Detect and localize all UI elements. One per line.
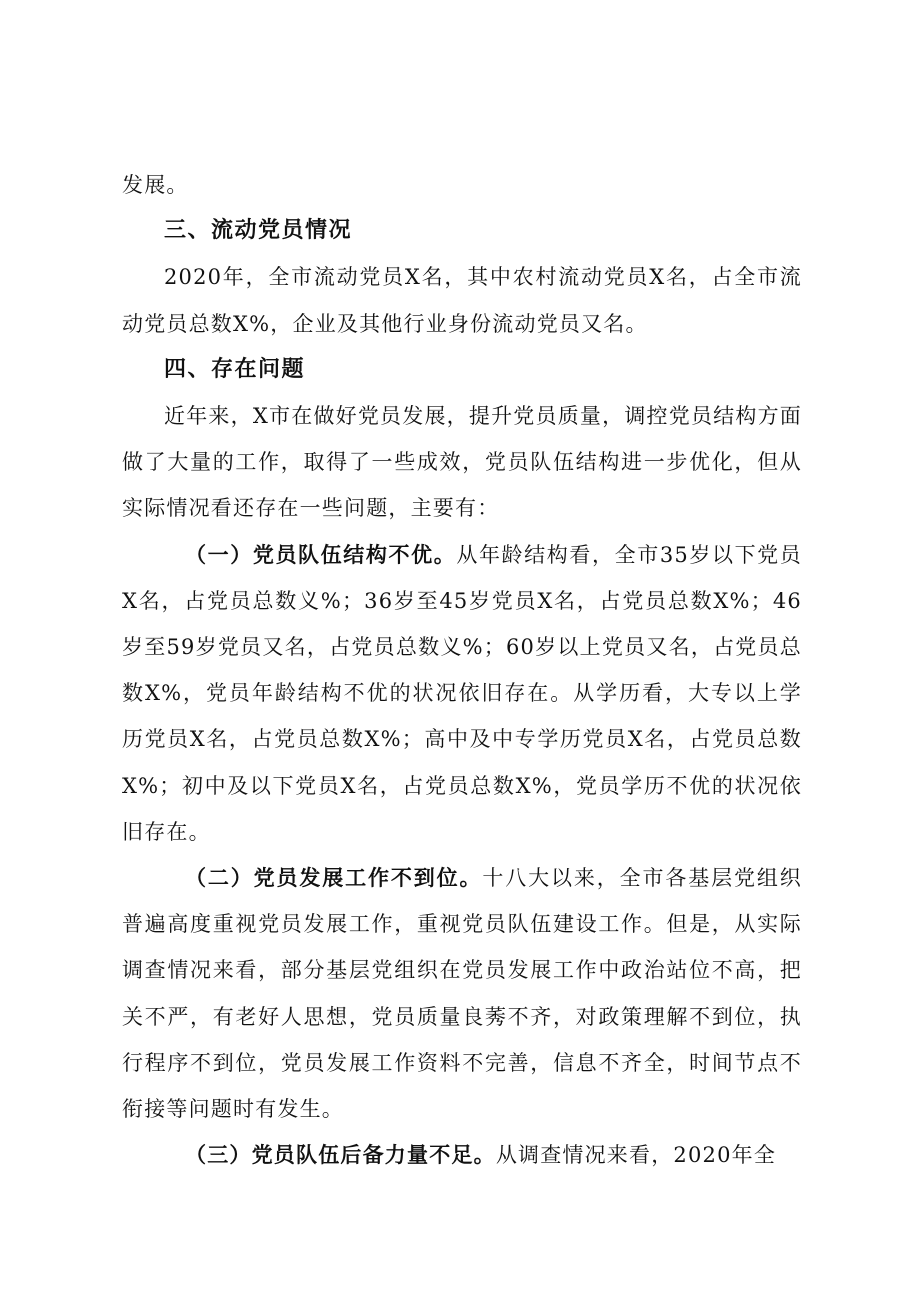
problem-item-text: 从年龄结构看，全市35岁以下党员X名，占党员总数义%；36岁至45岁党员X名，占党员总数X%；46岁至59岁党员又名，占党员总数义%；60岁以上党员又名，占党员总数X%，党员年龄结构不优的状况依旧存在。从学历看，大专以上学历党员X名，占党员总数X%；高中及中专学历党员X名，占党员总数X%；初中及以下党员X名，占党员总数X%，党员学历不优的状况依旧存在。 (122, 542, 802, 844)
problem-item-lead: （三）党员队伍后备力量不足。 (185, 1143, 496, 1168)
problem-item-structure (122, 532, 802, 855)
problem-item-lead: （二）党员发展工作不到位。 (185, 866, 483, 891)
paragraph-floating-members: 2020年，全市流动党员X名，其中农村流动党员X名，占全市流动党员总数X%，企业及其他行业身份流动党员又名。 (122, 265, 802, 336)
section-heading-existing-problems: 四、存在问题 (164, 356, 306, 382)
problem-item-text: 十八大以来，全市各基层党组织普遍高度重视党员发展工作，重视党员队伍建设工作。但是，从实际调查情况来看，部分基层党组织在党员发展工作中政治站位不高，把关不严，有老好人思想，党员质量良莠不齐，对政策理解不到位，执行程序不到位，党员发展工作资料不完善，信息不齐全，时间节点不衔接等问题时有发生。 (122, 866, 802, 1122)
problem-item-lead: （一）党员队伍结构不优。 (185, 542, 457, 567)
problem-item-text: 从调查情况来看，2020年全 (495, 1143, 777, 1168)
document-body (122, 162, 802, 1178)
section-heading-floating-members: 三、流动党员情况 (164, 218, 353, 244)
problem-item-development (122, 855, 802, 1132)
problem-item-reserve (122, 1132, 802, 1178)
paragraph-problems-intro: 近年来，X市在做好党员发展，提升党员质量，调控党员结构方面做了大量的工作，取得了一些成效，党员队伍结构进一步优化，但从实际情况看还存在一些问题，主要有： (122, 404, 802, 521)
continuation-text: 发展。 (122, 173, 189, 197)
